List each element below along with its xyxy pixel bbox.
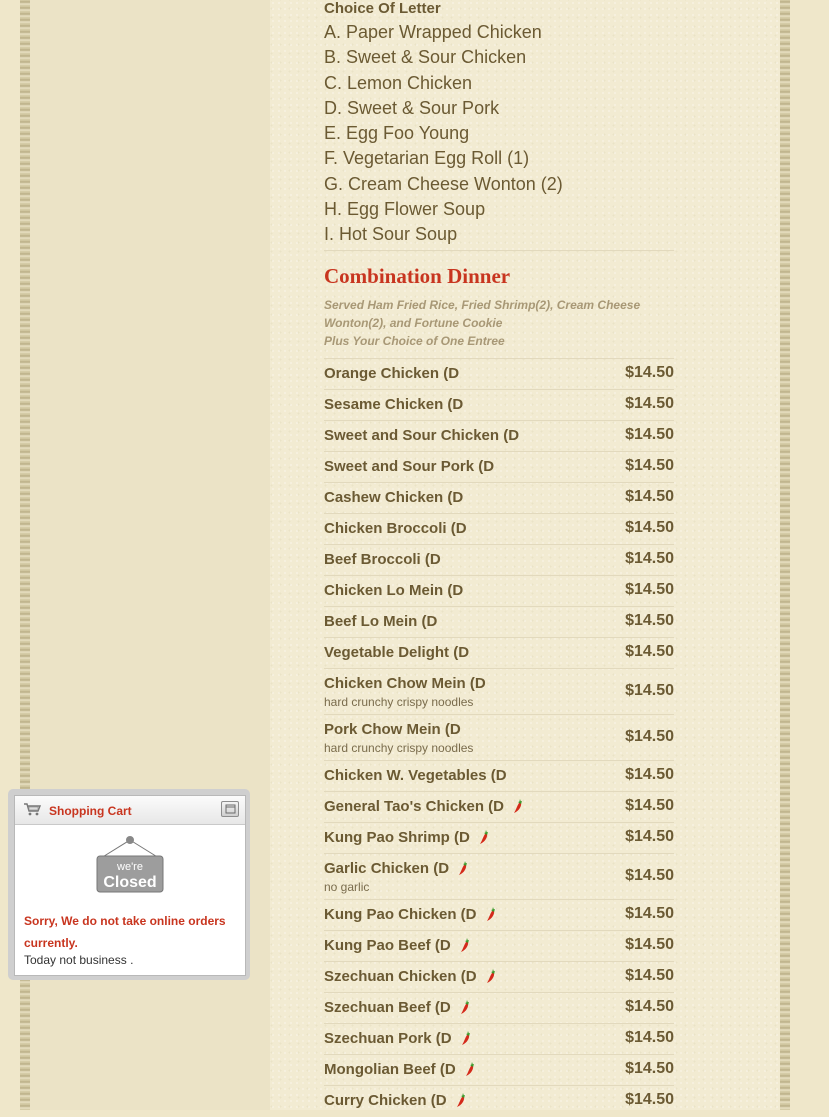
menu-item-name (324, 458, 494, 475)
menu-item[interactable] (324, 961, 674, 993)
section-title: Combination Dinner (324, 264, 511, 288)
menu-item-name-text: Chicken W. Vegetables (D (324, 767, 507, 784)
menu-item-price: $14.50 (625, 828, 674, 845)
menu-item-note: no garlic (324, 880, 370, 894)
hot-pepper-icon (485, 906, 497, 922)
menu-item-name-text: Beef Lo Mein (D (324, 613, 438, 630)
choice-item: B. Sweet & Sour Chicken (324, 47, 527, 68)
choice-item: I. Hot Sour Soup (324, 224, 458, 245)
menu-item[interactable] (324, 791, 674, 823)
menu-item-name (324, 1030, 472, 1047)
hot-pepper-icon (459, 999, 471, 1015)
menu-item-name-text: Kung Pao Beef (D (324, 937, 451, 954)
menu-item-name (324, 1092, 467, 1109)
menu-item-name (324, 675, 486, 692)
menu-item[interactable] (324, 544, 674, 576)
menu-item[interactable] (324, 389, 674, 421)
choice-item: F. Vegetarian Egg Roll (1) (324, 148, 530, 169)
menu-item-price: $14.50 (625, 867, 674, 884)
choice-item: C. Lemon Chicken (324, 72, 473, 93)
choice-list (324, 20, 563, 248)
choice-item: H. Egg Flower Soup (324, 199, 486, 220)
menu-item-name-text: Orange Chicken (D (324, 365, 460, 382)
right-page-border (780, 0, 790, 1110)
menu-item-name-text: Sweet and Sour Chicken (D (324, 427, 520, 444)
menu-item-note: hard crunchy crispy noodles (324, 695, 474, 709)
menu-item-price: $14.50 (625, 998, 674, 1015)
choice-of-letter-heading: Choice Of Letter (324, 0, 441, 17)
menu-item-price: $14.50 (625, 728, 674, 745)
menu-item-name (324, 551, 441, 568)
menu-item-price: $14.50 (625, 766, 674, 783)
menu-item-name (324, 721, 461, 738)
menu-item-price: $14.50 (625, 797, 674, 814)
menu-item-price: $14.50 (625, 1091, 674, 1108)
choice-item: D. Sweet & Sour Pork (324, 97, 500, 118)
shopping-cart-header (15, 796, 245, 825)
menu-item-name (324, 396, 463, 413)
menu-item-name (324, 582, 463, 599)
menu-item[interactable] (324, 482, 674, 514)
section-description-line: Served Ham Fried Rice, Fried Shrimp(2), Cream Cheese Wonton(2), and Fortune Cookie (324, 298, 641, 330)
menu-item-name (324, 860, 469, 877)
closed-sign-text-bottom: Closed (103, 874, 157, 891)
menu-item[interactable] (324, 358, 674, 390)
menu-item-name-text: Szechuan Pork (D (324, 1030, 452, 1047)
hot-pepper-icon (460, 1030, 472, 1046)
shopping-cart-widget (8, 789, 250, 980)
menu-item-name-text: Mongolian Beef (D (324, 1061, 456, 1078)
menu-item-price: $14.50 (625, 457, 674, 474)
menu-item-name-text: Szechuan Beef (D (324, 999, 451, 1016)
menu-item-price: $14.50 (625, 364, 674, 381)
menu-item-name-text: Sesame Chicken (D (324, 396, 464, 413)
menu-item-name (324, 365, 459, 382)
hot-pepper-icon (457, 860, 469, 876)
menu-item-name-text: Sweet and Sour Pork (D (324, 458, 495, 475)
menu-item-name (324, 1061, 476, 1078)
section-description (324, 296, 674, 350)
menu-item[interactable] (324, 575, 674, 607)
menu-item[interactable] (324, 513, 674, 545)
shopping-cart-title: Shopping Cart (49, 804, 132, 818)
hot-pepper-icon (464, 1061, 476, 1077)
menu-item-price: $14.50 (625, 612, 674, 629)
divider (324, 250, 674, 251)
closed-sign-icon (95, 834, 165, 896)
menu-item[interactable] (324, 606, 674, 638)
menu-item-name (324, 427, 519, 444)
menu-item[interactable] (324, 420, 674, 452)
menu-item-price: $14.50 (625, 581, 674, 598)
menu-item-price: $14.50 (625, 936, 674, 953)
menu-item-price: $14.50 (625, 519, 674, 536)
menu-item-name-text: Chicken Chow Mein (D (324, 675, 486, 692)
menu-item-name (324, 798, 524, 815)
menu-item-name-text: Beef Broccoli (D (324, 551, 441, 568)
menu-item-name (324, 767, 507, 784)
hot-pepper-icon (478, 829, 490, 845)
menu-item-name-text: Vegetable Delight (D (324, 644, 470, 661)
menu-item-name (324, 489, 463, 506)
choice-item: E. Egg Foo Young (324, 123, 470, 144)
menu-item-price: $14.50 (625, 905, 674, 922)
menu-item[interactable] (324, 714, 674, 761)
hot-pepper-icon (455, 1092, 467, 1108)
menu-item[interactable] (324, 1085, 674, 1117)
menu-item-name (324, 613, 437, 630)
menu-item-price: $14.50 (625, 1029, 674, 1046)
menu-item-name-text: General Tao's Chicken (D (324, 798, 505, 815)
menu-item[interactable] (324, 1023, 674, 1055)
choice-item: A. Paper Wrapped Chicken (324, 22, 542, 42)
menu-item-name-text: Chicken Broccoli (D (324, 520, 467, 537)
hot-pepper-icon (459, 937, 471, 953)
shopping-cart-panel (14, 795, 246, 976)
menu-item-price: $14.50 (625, 395, 674, 412)
menu-item[interactable] (324, 899, 674, 931)
menu-item-price: $14.50 (625, 426, 674, 443)
menu-item-name (324, 999, 471, 1016)
cart-icon (23, 802, 41, 816)
menu-item[interactable] (324, 1054, 674, 1086)
menu-item[interactable] (324, 668, 674, 715)
menu-item-name (324, 968, 497, 985)
menu-item-name-text: Kung Pao Shrimp (D (324, 829, 470, 846)
minimize-icon[interactable] (221, 801, 239, 817)
menu-item-note: hard crunchy crispy noodles (324, 741, 474, 755)
menu-item[interactable] (324, 451, 674, 483)
menu-item-name-text: Kung Pao Chicken (D (324, 906, 477, 923)
business-status: Today not business . (24, 953, 134, 967)
menu-item[interactable] (324, 637, 674, 669)
menu-item-price: $14.50 (625, 550, 674, 567)
menu-item-price: $14.50 (625, 1060, 674, 1077)
menu-item[interactable] (324, 760, 674, 792)
section-description-line: Plus Your Choice of One Entree (324, 334, 505, 348)
menu-item[interactable] (324, 822, 674, 854)
menu-item-name (324, 937, 471, 954)
menu-item-name-text: Curry Chicken (D (324, 1092, 447, 1109)
menu-item-name (324, 520, 467, 537)
menu-item[interactable] (324, 992, 674, 1024)
menu-item-name (324, 906, 497, 923)
menu-item-price: $14.50 (625, 643, 674, 660)
closed-sign-text-top: we're (117, 861, 143, 873)
menu-item-name-text: Chicken Lo Mein (D (324, 582, 464, 599)
menu-item[interactable] (324, 930, 674, 962)
menu-item-price: $14.50 (625, 682, 674, 699)
menu-item[interactable] (324, 853, 674, 900)
menu-item-name-text: Garlic Chicken (D (324, 860, 450, 877)
hot-pepper-icon (485, 968, 497, 984)
choice-item: G. Cream Cheese Wonton (2) (324, 173, 563, 194)
menu-item-name-text: Pork Chow Mein (D (324, 721, 461, 738)
menu-item-name (324, 644, 469, 661)
closed-message: Sorry, We do not take online orders currently. (24, 914, 226, 950)
menu-item-price: $14.50 (625, 967, 674, 984)
menu-item-name-text: Cashew Chicken (D (324, 489, 464, 506)
hot-pepper-icon (512, 798, 524, 814)
menu-item-price: $14.50 (625, 488, 674, 505)
menu-item-name-text: Szechuan Chicken (D (324, 968, 477, 985)
menu-item-name (324, 829, 490, 846)
